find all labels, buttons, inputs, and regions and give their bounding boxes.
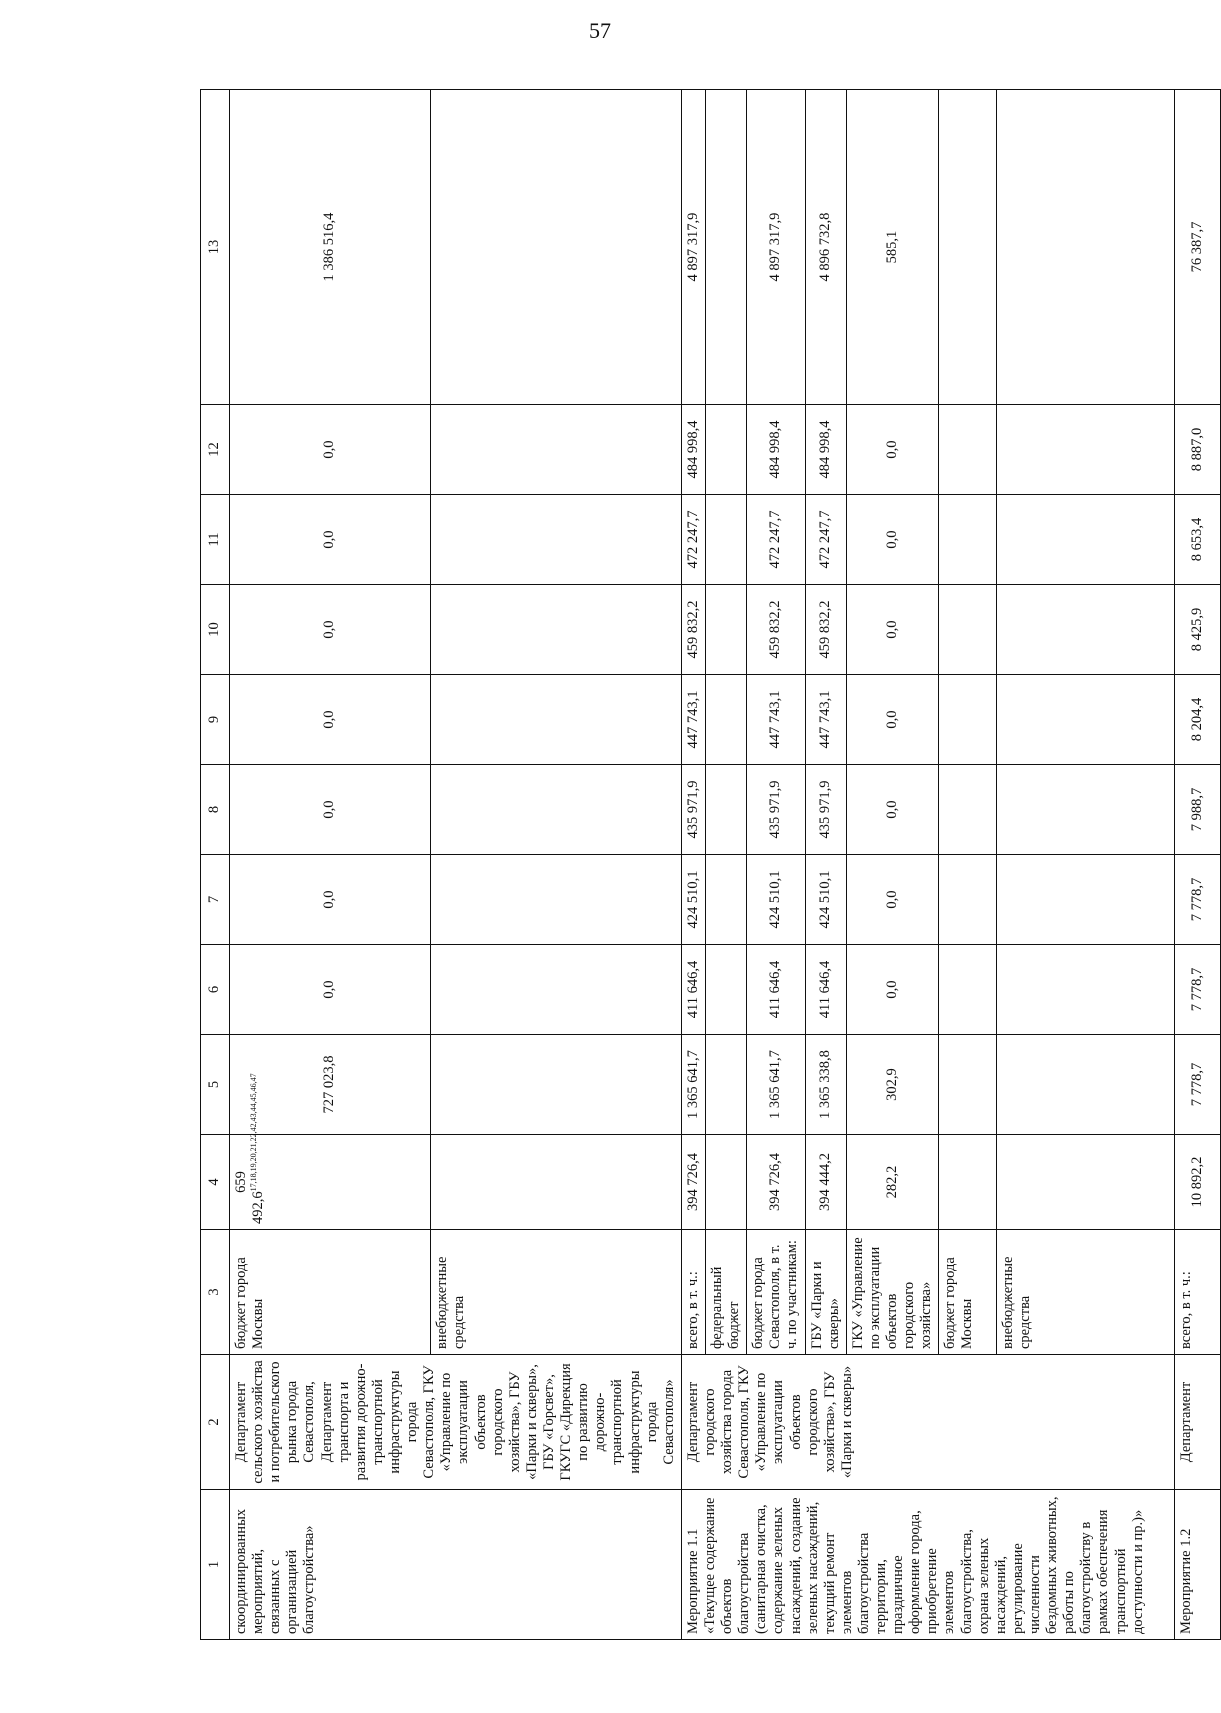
col-header-1: 1 <box>201 1490 230 1640</box>
value-text: 8 425,9 <box>1189 607 1206 652</box>
value-text: 7 778,7 <box>1189 1062 1206 1107</box>
value-cell-c9 <box>430 675 681 765</box>
funding-source-cell: внебюджетные средства <box>997 1230 1175 1355</box>
value-cell-c9 <box>230 675 431 765</box>
value-cell-c12 <box>846 405 939 495</box>
value-cell-c9 <box>939 675 997 765</box>
header-row <box>201 90 230 1640</box>
value-cell-c4 <box>1175 1135 1221 1230</box>
value-cell-c10 <box>846 585 939 675</box>
value-text: 394 444,2 <box>817 1153 834 1211</box>
value-cell-c11 <box>681 495 705 585</box>
value-cell-c7 <box>846 855 939 945</box>
value-text: 585,1 <box>883 230 900 264</box>
value-cell-c5 <box>846 1035 939 1135</box>
value-text: 447 743,1 <box>684 690 701 749</box>
value-text: 10 892,2 <box>1189 1156 1206 1208</box>
value-text: 1 365 641,7 <box>684 1050 701 1119</box>
value-cell-c5 <box>230 1035 431 1135</box>
value-cell-c8 <box>939 765 997 855</box>
value-cell-c10 <box>805 585 846 675</box>
value-cell-c5 <box>705 1035 746 1135</box>
value-text: 0,0 <box>883 980 900 999</box>
value-cell-c8 <box>705 765 746 855</box>
col-header-7: 7 <box>201 855 230 945</box>
value-text: 1 365 338,8 <box>817 1050 834 1119</box>
value-text: 302,9 <box>883 1068 900 1101</box>
value-text: 4 896 732,8 <box>817 212 834 282</box>
value-cell-c12 <box>681 405 705 495</box>
value-cell-c4 <box>430 1135 681 1230</box>
value-text: 0,0 <box>321 980 338 999</box>
funding-source-cell: бюджет города Москвы <box>230 1230 431 1355</box>
value-text: 659 492,6 <box>233 1171 267 1224</box>
value-cell-c10 <box>681 585 705 675</box>
value-text: 0,0 <box>883 440 900 459</box>
value-cell-c7 <box>230 855 431 945</box>
value-cell-c9 <box>997 675 1175 765</box>
value-cell-c9 <box>1175 675 1221 765</box>
value-text: 0,0 <box>321 530 338 549</box>
value-cell-c8 <box>430 765 681 855</box>
value-cell-c12 <box>430 405 681 495</box>
value-cell-c10 <box>430 585 681 675</box>
value-text: 7 778,7 <box>1189 967 1206 1012</box>
value-text: 0,0 <box>321 440 338 459</box>
value-cell-c8 <box>230 765 431 855</box>
value-cell-c5 <box>747 1035 805 1135</box>
value-cell-c11 <box>1175 495 1221 585</box>
value-text: 8 887,0 <box>1189 427 1206 472</box>
rotated-table <box>200 90 1206 1640</box>
value-cell-c11 <box>430 495 681 585</box>
value-cell-c5 <box>430 1035 681 1135</box>
value-text: 7 778,7 <box>1189 877 1206 922</box>
value-cell-c7 <box>705 855 746 945</box>
col-header-5: 5 <box>201 1035 230 1135</box>
value-cell-c7 <box>997 855 1175 945</box>
value-text: 76 387,7 <box>1189 221 1206 273</box>
value-cell-c7 <box>747 855 805 945</box>
value-cell-c12 <box>939 405 997 495</box>
value-cell-c10 <box>939 585 997 675</box>
value-cell-c9 <box>681 675 705 765</box>
value-cell-c11 <box>805 495 846 585</box>
value-text: 447 743,1 <box>817 690 834 749</box>
col-header-8: 8 <box>201 765 230 855</box>
table-row <box>1175 90 1221 1640</box>
value-cell-c11 <box>846 495 939 585</box>
value-cell-c6 <box>430 945 681 1035</box>
value-text: 0,0 <box>321 890 338 909</box>
value-cell-c13 <box>1175 90 1221 405</box>
funding-source-cell: ГБУ «Парки и скверы» <box>805 1230 846 1355</box>
value-cell-c6 <box>997 945 1175 1035</box>
value-text: 8 204,4 <box>1189 697 1206 742</box>
value-text: 447 743,1 <box>767 690 784 749</box>
value-text: 0,0 <box>321 620 338 639</box>
value-text: 411 646,4 <box>684 960 701 1019</box>
value-text: 424 510,1 <box>767 870 784 929</box>
budget-table <box>200 89 1221 1640</box>
value-cell-c12 <box>705 405 746 495</box>
value-text: 1 365 641,7 <box>767 1050 784 1119</box>
value-cell-c8 <box>747 765 805 855</box>
value-cell-c13 <box>846 90 939 405</box>
value-cell-c13 <box>805 90 846 405</box>
value-text: 435 971,9 <box>817 780 834 839</box>
value-cell-c8 <box>1175 765 1221 855</box>
value-cell-c4 <box>997 1135 1175 1230</box>
value-text: 0,0 <box>883 800 900 819</box>
value-cell-c11 <box>705 495 746 585</box>
value-cell-c4 <box>681 1135 705 1230</box>
value-cell-c7 <box>430 855 681 945</box>
value-cell-c6 <box>805 945 846 1035</box>
value-cell-c13 <box>997 90 1175 405</box>
value-text: 472 247,7 <box>684 510 701 569</box>
value-cell-c12 <box>747 405 805 495</box>
value-text: 472 247,7 <box>767 510 784 569</box>
col-header-3: 3 <box>201 1230 230 1355</box>
value-cell-c9 <box>747 675 805 765</box>
value-cell-c5 <box>939 1035 997 1135</box>
value-cell-c9 <box>805 675 846 765</box>
value-text: 0,0 <box>321 800 338 819</box>
value-cell-c7 <box>805 855 846 945</box>
value-text: 435 971,9 <box>767 780 784 839</box>
col-header-4: 4 <box>201 1135 230 1230</box>
value-cell-c6 <box>846 945 939 1035</box>
value-cell-c9 <box>705 675 746 765</box>
value-text: 411 646,4 <box>817 960 834 1019</box>
value-text: 0,0 <box>883 620 900 639</box>
activity-name-cell: скоординированных мероприятий, связанных с организацией благоустройства» <box>230 1490 682 1640</box>
table-row <box>681 90 705 1640</box>
value-cell-c4 <box>747 1135 805 1230</box>
value-text: 459 832,2 <box>817 600 834 659</box>
funding-source-cell: всего, в т. ч.: <box>1175 1230 1221 1355</box>
value-cell-c8 <box>681 765 705 855</box>
value-cell-c11 <box>747 495 805 585</box>
value-text: 7 988,7 <box>1189 787 1206 832</box>
value-cell-c13 <box>939 90 997 405</box>
executor-cell: Департамент <box>1175 1355 1221 1490</box>
rotated-table-area <box>200 90 1206 1640</box>
value-text: 484 998,4 <box>684 420 701 479</box>
funding-source-cell: федеральный бюджет <box>705 1230 746 1355</box>
value-cell-c4 <box>846 1135 939 1230</box>
value-cell-c6 <box>1175 945 1221 1035</box>
value-cell-c7 <box>939 855 997 945</box>
value-text: 4 897 317,9 <box>684 212 701 282</box>
value-cell-c5 <box>681 1035 705 1135</box>
value-cell-c4 <box>939 1135 997 1230</box>
value-cell-c13 <box>430 90 681 405</box>
value-cell-c8 <box>997 765 1175 855</box>
col-header-9: 9 <box>201 675 230 765</box>
value-cell-c5 <box>805 1035 846 1135</box>
funding-source-cell: бюджет города Севастополя, в т. ч. по участникам: <box>747 1230 805 1355</box>
value-text: 459 832,2 <box>684 600 701 659</box>
value-cell-c12 <box>1175 405 1221 495</box>
value-cell-c12 <box>997 405 1175 495</box>
funding-source-cell: внебюджетные средства <box>430 1230 681 1355</box>
funding-source-cell: бюджет города Москвы <box>939 1230 997 1355</box>
value-cell-c9 <box>846 675 939 765</box>
value-cell-c10 <box>230 585 431 675</box>
value-cell-c6 <box>939 945 997 1035</box>
value-cell-c13 <box>747 90 805 405</box>
value-text: 484 998,4 <box>767 420 784 479</box>
activity-name-cell: Мероприятие 1.2 <box>1175 1490 1221 1640</box>
value-cell-c7 <box>681 855 705 945</box>
value-text: 472 247,7 <box>817 510 834 569</box>
value-text: 435 971,9 <box>684 780 701 839</box>
value-cell-c4 <box>705 1135 746 1230</box>
col-header-13: 13 <box>201 90 230 405</box>
value-text: 411 646,4 <box>767 960 784 1019</box>
funding-source-cell: ГКУ «Управление по эксплуатации объектов городского хозяйства» <box>846 1230 939 1355</box>
value-cell-c6 <box>681 945 705 1035</box>
value-cell-c11 <box>997 495 1175 585</box>
value-cell-c8 <box>805 765 846 855</box>
table-body <box>201 90 1221 1640</box>
value-cell-c6 <box>705 945 746 1035</box>
col-header-10: 10 <box>201 585 230 675</box>
value-text: 0,0 <box>883 890 900 909</box>
value-cell-c5 <box>997 1035 1175 1135</box>
value-text: 0,0 <box>883 710 900 729</box>
value-cell-c11 <box>939 495 997 585</box>
value-text: 8 653,4 <box>1189 517 1206 562</box>
value-text: 0,0 <box>883 530 900 549</box>
value-cell-c12 <box>805 405 846 495</box>
activity-name-cell: Мероприятие 1.1 «Текущее содержание объектов благоустройства (санитарная очистка, содержание зеленых насаждений, создание зеленых насаждений, текущий ремонт элементов благоустройства территории, праздничное оформление города, приобретение элементов благоустройства, охрана зеленых насаждений, регулирование численности бездомных животных, работы по благоустройству в рамках обеспечения транспортной доступности и пр.)» <box>681 1490 1174 1640</box>
footnote-refs: 17,18,19,20,21,22,42,43,44,45,46,47 <box>249 1073 259 1192</box>
value-cell-c13 <box>681 90 705 405</box>
value-cell-c10 <box>705 585 746 675</box>
value-cell-c6 <box>230 945 431 1035</box>
page-number: 57 <box>589 18 611 43</box>
value-cell-c6 <box>747 945 805 1035</box>
col-header-11: 11 <box>201 495 230 585</box>
value-text: 424 510,1 <box>684 870 701 929</box>
value-cell-c8 <box>846 765 939 855</box>
value-cell-c5 <box>1175 1035 1221 1135</box>
value-text: 394 726,4 <box>767 1153 784 1211</box>
value-text: 484 998,4 <box>817 420 834 479</box>
value-text: 4 897 317,9 <box>767 212 784 282</box>
value-cell-c13 <box>705 90 746 405</box>
value-cell-c10 <box>747 585 805 675</box>
value-cell-c13 <box>230 90 431 405</box>
executor-cell: Департамент городского хозяйства города Севастополя, ГКУ «Управление по эксплуатации объектов городского хозяйства», ГБУ «Парки и скверы» <box>681 1355 1174 1490</box>
executor-cell: Департамент сельского хозяйства и потребительского рынка города Севастополя, Департамент транспорта и развития дорожно-транспортной инфраструктуры города Севастополя, ГКУ «Управление по эксплуатации объектов городского хозяйства», ГБУ «Парки и скверы», ГБУ «Горсвет», ГКУГС «Дирекция по развитию дорожно-транспортной инфраструктуры города Севастополя» <box>230 1355 682 1490</box>
value-text: 424 510,1 <box>817 870 834 929</box>
funding-source-cell: всего, в т. ч.: <box>681 1230 705 1355</box>
value-text: 0,0 <box>321 710 338 729</box>
value-text: 1 386 516,4 <box>321 212 338 282</box>
value-cell-c10 <box>1175 585 1221 675</box>
col-header-12: 12 <box>201 405 230 495</box>
col-header-6: 6 <box>201 945 230 1035</box>
col-header-2: 2 <box>201 1355 230 1490</box>
value-cell-c10 <box>997 585 1175 675</box>
value-cell-c11 <box>230 495 431 585</box>
value-cell-c4 <box>805 1135 846 1230</box>
value-cell-c7 <box>1175 855 1221 945</box>
value-text: 282,2 <box>883 1165 900 1199</box>
value-text: 459 832,2 <box>767 600 784 659</box>
table-row <box>230 90 431 1640</box>
value-text: 394 726,4 <box>684 1153 701 1211</box>
value-text: 727 023,8 <box>321 1055 338 1114</box>
value-cell-c12 <box>230 405 431 495</box>
